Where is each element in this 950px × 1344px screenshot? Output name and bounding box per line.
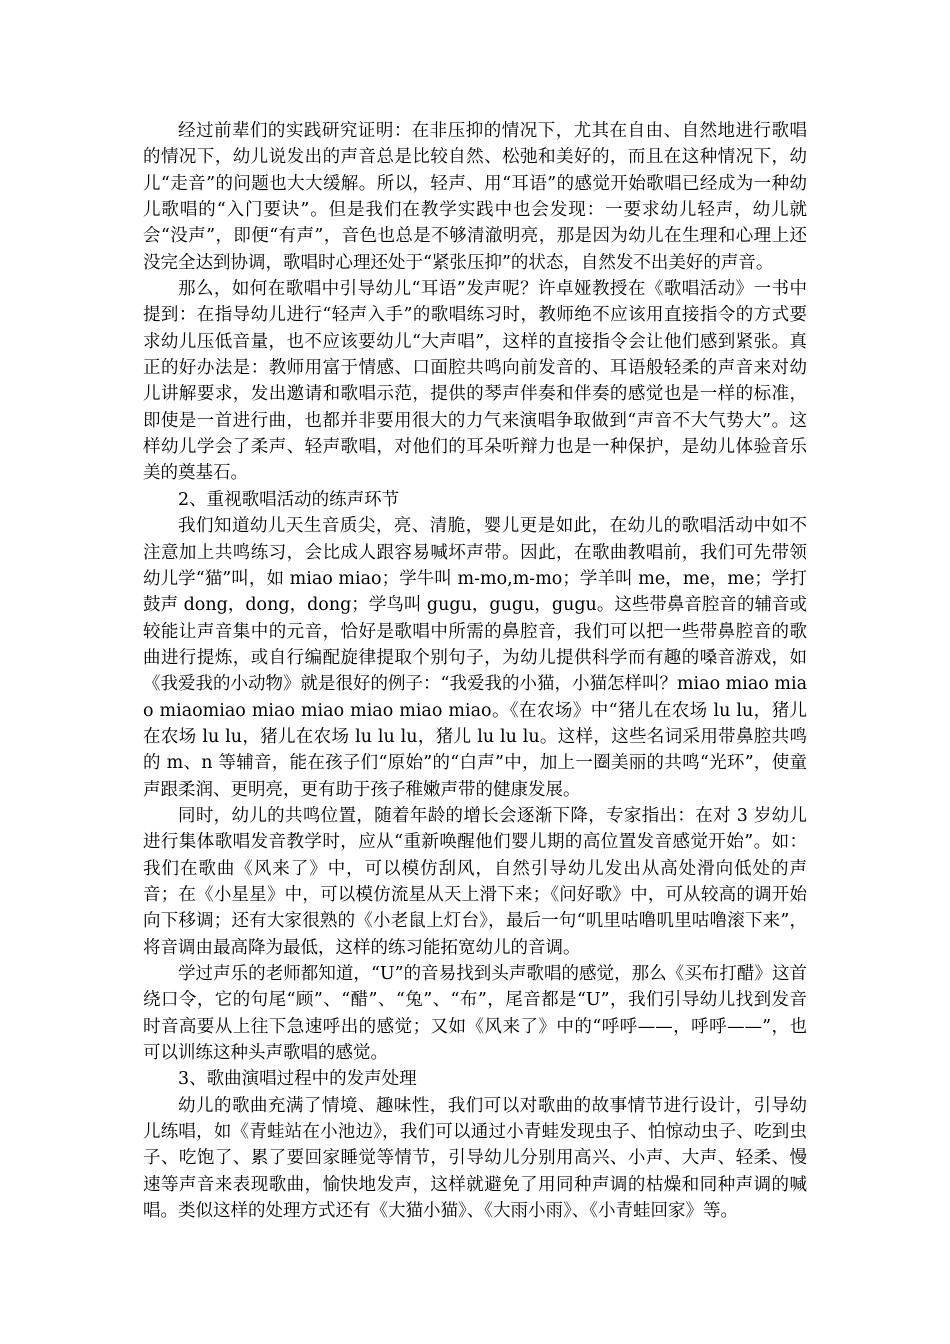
paragraph-6: 幼儿的歌曲充满了情境、趣味性，我们可以对歌曲的故事情节进行设计，引导幼儿练唱，如《青蛙站在小池边》，我们可以通过小青蛙发现虫子、怕惊动虫子、吃到虫子、吃饱了、累了要回家睡觉等情节，引导幼儿分别用高兴、小声、大声、轻柔、慢速等声音来表现歌曲，愉快地发声，这样就避免了用同种声调的枯燥和同种声调的喊唱。类似这样的处理方式还有《大猫小猫》、《大雨小雨》、《小青蛙回家》等。	[143, 1095, 807, 1222]
section-heading-3: 3、歌曲演唱过程中的发声处理	[178, 1069, 417, 1090]
paragraph-3: 我们知道幼儿天生音质尖，亮、清脆，婴儿更是如此，在幼儿的歌唱活动中如不注意加上共鸣练习，会比成人跟容易喊坏声带。因此，在歌曲教唱前，我们可先带领幼儿学“猫”叫，如 miao miao；学牛叫 m-mo,m-mo；学羊叫 me，me，me；学打鼓声 dong，dong，dong；学鸟叫 gugu，gugu，gugu。这些带鼻音腔音的辅音或较能让声音集中的元音，恰好是歌唱中所需的鼻腔音，我们可以把一些带鼻腔音的歌曲进行提炼，或自行编配旋律提取个别句子，为幼儿提供科学而有趣的嗓音游戏，如《我爱我的小动物》就是很好的例子：“我爱我的小猫，小猫怎样叫？miao miao miao miaomiao miao miao miao miao miao。《在农场》中“猪儿在农场 lu lu，猪儿在农场 lu lu，猪儿在农场 lu lu lu，猪儿 lu lu lu。这样，这些名词采用带鼻腔共鸣的 m、n 等辅音，能在孩子们“原始”的“白声”中，加上一圈美丽的共鸣“光环”，使童声跟柔润、更明亮，更有助于孩子稚嫩声带的健康发展。	[143, 516, 808, 800]
paragraph-1: 经过前辈们的实践研究证明：在非压抑的情况下，尤其在自由、自然地进行歌唱的情况下，幼儿说发出的声音总是比较自然、松弛和美好的，而且在这种情况下，幼儿“走音”的问题也大大缓解。所以，轻声、用“耳语”的感觉开始歌唱已经成为一种幼儿歌唱的“入门要诀”。但是我们在教学实践中也会发现：一要求幼儿轻声，幼儿就会“没声”，即便“有声”，音色也总是不够清澈明亮，那是因为幼儿在生理和心理上还没完全达到协调，歌唱时心理还处于“紧张压抑”的状态，自然发不出美好的声音。	[143, 121, 807, 273]
document-body	[143, 118, 807, 1224]
section-heading-2: 2、重视歌唱活动的练声环节	[178, 489, 400, 510]
paragraph-5: 学过声乐的老师都知道，“U”的音易找到头声歌唱的感觉，那么《买布打醋》这首绕口令，它的句尾“顾”、“醋”、“兔”、“布”，尾音都是“U”，我们引导幼儿找到发音时音高要从上往下急速呼出的感觉；又如《风来了》中的“呼呼——，呼呼——”，也可以训练这种头声歌唱的感觉。	[143, 964, 807, 1064]
paragraph-4: 同时，幼儿的共鸣位置，随着年龄的增长会逐渐下降，专家指出：在对 3 岁幼儿进行集体歌唱发音教学时，应从“重新唤醒他们婴儿期的高位置发音感觉开始”。如：我们在歌曲《风来了》中，可以模仿刮风，自然引导幼儿发出从高处滑向低处的声音；在《小星星》中，可以模仿流星从天上滑下来；《问好歌》中，可从较高的调开始向下移调；还有大家很熟的《小老鼠上灯台》，最后一句“叽里咕噜叽里咕噜滚下来”，将音调由最高降为最低，这样的练习能拓宽幼儿的音调。	[143, 805, 807, 958]
paragraph-2: 那么，如何在歌唱中引导幼儿“耳语”发声呢？许卓娅教授在《歌唱活动》一书中提到：在指导幼儿进行“轻声入手”的歌唱练习时，教师绝不应该用直接指令的方式要求幼儿压低音量，也不应该要幼儿“大声唱”，这样的直接指令会让他们感到紧张。真正的好办法是：教师用富于情感、口面腔共鸣向前发音的、耳语般轻柔的声音来对幼儿讲解要求，发出邀请和歌唱示范，提供的琴声伴奏和伴奏的感觉也是一样的标准，即使是一首进行曲，也都并非要用很大的力气来演唱争取做到“声音不大气势大”。这样幼儿学会了柔声、轻声歌唱，对他们的耳朵听辩力也是一种保护，是幼儿体验音乐美的奠基石。	[143, 279, 807, 484]
